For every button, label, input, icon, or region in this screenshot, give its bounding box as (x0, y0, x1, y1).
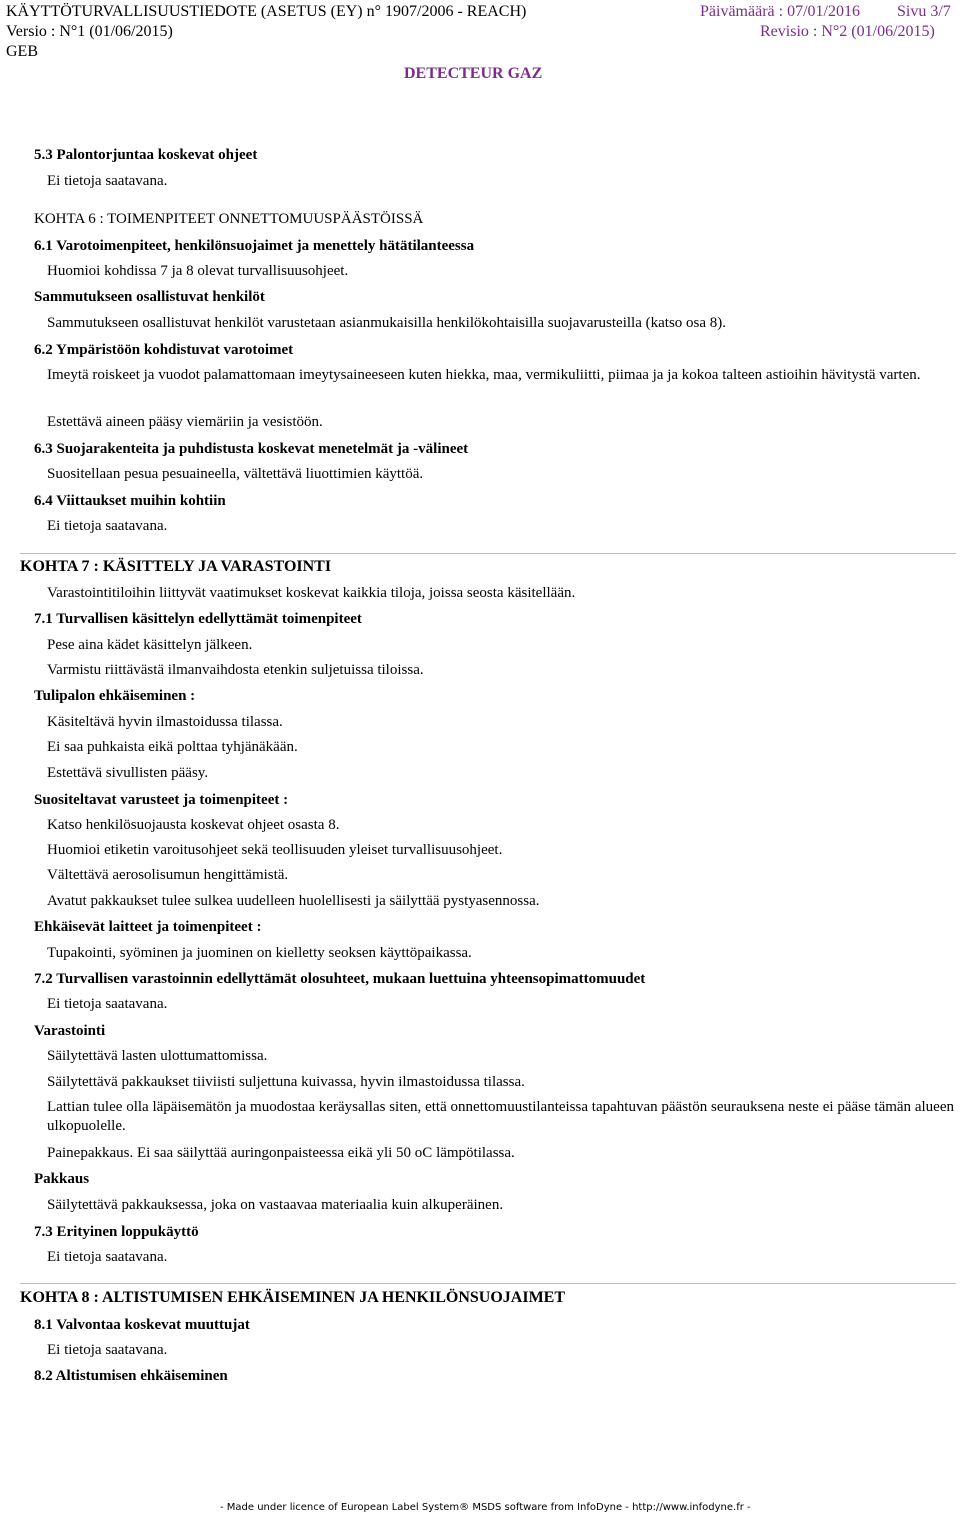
text-7-3: Ei tietoja saatavana. (47, 1249, 168, 1265)
subheading-packaging: Pakkaus (34, 1171, 90, 1187)
heading-8-1: 8.1 Valvontaa koskevat muuttujat (34, 1317, 250, 1333)
text-8-1: Ei tietoja saatavana. (47, 1342, 168, 1358)
section-8-heading: KOHTA 8 : ALTISTUMISEN EHKÄISEMINEN JA HENKILÖNSUOJAIMET (20, 1289, 566, 1306)
text-6-3: Suositellaan pesua pesuaineella, vältettävä liuottimien käyttöä. (47, 466, 424, 482)
text-7-intro: Varastointitiloihin liittyvät vaatimukset koskevat kaikkia tiloja, joissa seosta käsitellään. (47, 585, 576, 601)
subheading-fire: Tulipalon ehkäiseminen : (34, 688, 196, 704)
heading-6-1: 6.1 Varotoimenpiteet, henkilönsuojaimet ja menettely hätätilanteessa (34, 238, 475, 254)
equipment-line: Avatut pakkaukset tulee sulkea uudelleen huolellisesti ja säilyttää pystyasennossa. (47, 893, 540, 909)
text-7-1-line: Varmistu riittävästä ilmanvaihdosta etenkin suljetuissa tiloissa. (47, 662, 424, 678)
storage-line: Säilytettävä lasten ulottumattomissa. (47, 1048, 268, 1064)
text-7-1-line: Pese aina kädet käsittelyn jälkeen. (47, 637, 253, 653)
subheading-prohibited: Ehkäisevät laitteet ja toimenpiteet : (34, 919, 262, 935)
equipment-line: Huomioi etiketin varoitusohjeet sekä teollisuuden yleiset turvallisuusohjeet. (47, 842, 503, 858)
text-6-2-b: Estettävä aineen pääsy viemäriin ja vesistöön. (47, 414, 323, 430)
section-divider (20, 1283, 956, 1284)
heading-7-3: 7.3 Erityinen loppukäyttö (34, 1224, 199, 1240)
footer-licence: - Made under licence of European Label System® MSDS software from InfoDyne - http://www.infodyne.fr - (220, 1502, 751, 1513)
heading-6-2: 6.2 Ympäristöön kohdistuvat varotoimet (34, 342, 294, 358)
heading-7-2: 7.2 Turvallisen varastoinnin edellyttämät olosuhteet, mukaan luettuina yhteensopimattomuudet (34, 971, 646, 987)
document-title: KÄYTTÖTURVALLISUUSTIEDOTE (ASETUS (EY) n° 1907/2006 - REACH) (6, 3, 527, 20)
text-5-3: Ei tietoja saatavana. (47, 173, 168, 189)
page-number: Sivu 3/7 (897, 3, 951, 20)
subheading-equipment: Suositeltavat varusteet ja toimenpiteet : (34, 792, 289, 808)
heading-7-1: 7.1 Turvallisen käsittelyn edellyttämät toimenpiteet (34, 611, 362, 627)
equipment-line: Katso henkilösuojausta koskevat ohjeet osasta 8. (47, 817, 340, 833)
text-7-2: Ei tietoja saatavana. (47, 996, 168, 1012)
fire-line: Estettävä sivullisten pääsy. (47, 765, 209, 781)
fire-line: Käsiteltävä hyvin ilmastoidussa tilassa. (47, 714, 283, 730)
heading-6-4: 6.4 Viittaukset muihin kohtiin (34, 493, 226, 509)
storage-line: Säilytettävä pakkaukset tiiviisti suljettuna kuivassa, hyvin ilmastoidussa tilassa. (47, 1074, 525, 1090)
version-label: Versio : N°1 (01/06/2015) (6, 23, 173, 40)
revision-label: Revisio : N°2 (01/06/2015) (760, 23, 935, 40)
heading-8-2: 8.2 Altistumisen ehkäiseminen (34, 1368, 228, 1384)
text-6-1-b: Sammutukseen osallistuvat henkilöt varustetaan asianmukaisilla henkilökohtaisilla suojavarusteilla (katso osa 8). (47, 315, 727, 331)
text-6-1-a: Huomioi kohdissa 7 ja 8 olevat turvallisuusohjeet. (47, 263, 349, 279)
packaging-text: Säilytettävä pakkauksessa, joka on vastaavaa materiaalia kuin alkuperäinen. (47, 1197, 504, 1213)
section-6-heading: KOHTA 6 : TOIMENPITEET ONNETTOMUUSPÄÄSTÖISSÄ (34, 211, 424, 227)
section-divider (20, 553, 956, 554)
heading-6-3: 6.3 Suojarakenteita ja puhdistusta koskevat menetelmät ja -välineet (34, 441, 469, 457)
fire-line: Ei saa puhkaista eikä polttaa tyhjänäkään. (47, 739, 298, 755)
equipment-line: Vältettävä aerosolisumun hengittämistä. (47, 867, 289, 883)
product-name: DETECTEUR GAZ (404, 65, 543, 82)
heading-5-3: 5.3 Palontorjuntaa koskevat ohjeet (34, 147, 258, 163)
subheading-storage: Varastointi (34, 1023, 106, 1039)
section-7-heading: KOHTA 7 : KÄSITTELY JA VARASTOINTI (20, 558, 332, 575)
storage-last-line: Painepakkaus. Ei saa säilyttää auringonpaisteessa eikä yli 50 oC lämpötilassa. (47, 1145, 515, 1161)
storage-paragraph: Lattian tulee olla läpäisemätön ja muodostaa keräysallas siten, että onnettomuustilanteissa tapahtuvan päästön seurauksena neste ei pääse tämän alueen ulkopuolelle. (47, 1099, 954, 1134)
subheading-6-1: Sammutukseen osallistuvat henkilöt (34, 289, 265, 305)
text-6-4: Ei tietoja saatavana. (47, 518, 168, 534)
company-code: GEB (6, 43, 38, 60)
text-6-2-a: Imeytä roiskeet ja vuodot palamattomaan imeytysaineeseen kuten hiekka, maa, vermikuliitti, piimaa ja ja kokoa talteen astioihin hävitystä varten. (47, 367, 921, 383)
prohibited-text: Tupakointi, syöminen ja juominen on kielletty seoksen käyttöpaikassa. (47, 945, 472, 961)
document-date: Päivämäärä : 07/01/2016 (700, 3, 860, 20)
